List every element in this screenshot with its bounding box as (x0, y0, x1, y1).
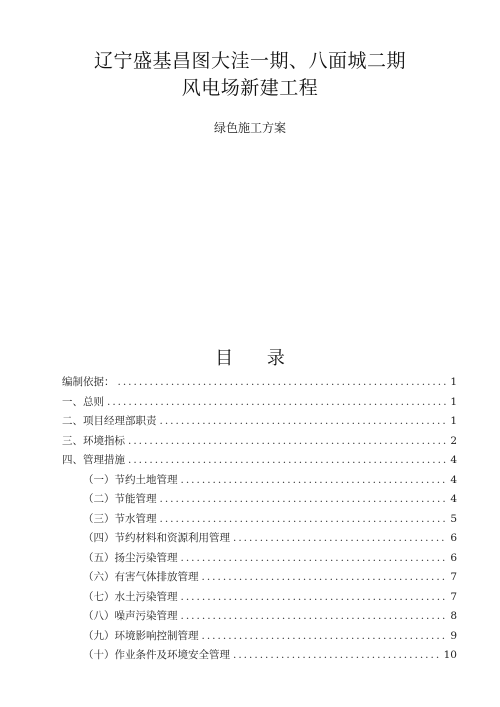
toc-entry-label: （十）作业条件及环境安全管理 (83, 649, 230, 661)
toc-entry-label: 四、管理措施 (62, 454, 125, 466)
toc-entry-page-number: 4 (450, 493, 457, 505)
toc-entry[interactable] (62, 646, 457, 666)
document-title (0, 48, 500, 102)
toc-entry-label: 二、项目经理部职责 (62, 415, 157, 427)
toc-entry-label: （四）节约材料和资源利用管理 (83, 532, 230, 544)
toc-entry[interactable] (62, 627, 457, 647)
toc-leader-dots (107, 393, 447, 413)
toc-entry[interactable] (62, 393, 457, 413)
toc-entry-label: 一、总则 (62, 395, 104, 408)
toc-entry-label: （二）节能管理 (83, 493, 157, 505)
toc-leader-dots (118, 373, 448, 393)
toc-leader-dots (181, 607, 448, 627)
toc-leader-dots (181, 471, 448, 491)
toc-entry[interactable] (62, 432, 457, 452)
toc-entry[interactable] (62, 568, 457, 588)
toc-entry-page-number: 10 (443, 649, 457, 661)
toc-entry[interactable] (62, 549, 457, 569)
toc-entry-label: 编制依据： (62, 376, 115, 388)
document-subtitle: 绿色施工方案 (213, 121, 286, 135)
toc-entry-page-number: 4 (450, 454, 457, 466)
document-title-line-1: 辽宁盛基昌图大洼一期、八面城二期 (93, 50, 406, 72)
toc-entry-page-number: 1 (450, 395, 457, 408)
toc-leader-dots (181, 588, 448, 608)
toc-entry[interactable] (62, 451, 457, 471)
toc-heading: 目 录 (215, 348, 299, 369)
toc-entry[interactable] (62, 373, 457, 393)
toc-entry-page-number: 9 (450, 629, 457, 642)
toc-leader-dots (160, 510, 448, 530)
document-title-line-2: 风电场新建工程 (181, 77, 319, 99)
toc-entry[interactable] (62, 490, 457, 510)
toc-entry-label: （六）有害气体排放管理 (83, 571, 199, 583)
table-of-contents (62, 373, 457, 666)
toc-leader-dots (160, 490, 448, 510)
toc-entry[interactable] (62, 510, 457, 530)
toc-leader-dots (202, 627, 448, 647)
toc-entry[interactable] (62, 529, 457, 549)
toc-entry-page-number: 1 (450, 415, 457, 427)
toc-leader-dots (233, 529, 447, 549)
toc-leader-dots (160, 412, 448, 432)
toc-entry-page-number: 6 (450, 551, 457, 564)
toc-leader-dots (181, 549, 448, 569)
toc-entry[interactable] (62, 588, 457, 608)
toc-entry-page-number: 8 (450, 610, 457, 622)
toc-entry-page-number: 5 (450, 512, 457, 525)
toc-entry-page-number: 7 (450, 590, 457, 603)
toc-entry-page-number: 1 (450, 376, 457, 388)
toc-entry-label: 三、环境指标 (62, 434, 125, 447)
toc-leader-dots (202, 568, 448, 588)
toc-entry-label: （三）节水管理 (83, 512, 157, 525)
toc-entry-page-number: 2 (450, 434, 457, 447)
toc-entry-label: （七）水土污染管理 (83, 590, 178, 603)
toc-entry[interactable] (62, 607, 457, 627)
toc-entry-page-number: 6 (450, 532, 457, 544)
toc-entry-page-number: 4 (450, 473, 457, 486)
toc-entry[interactable] (62, 471, 457, 491)
toc-entry-label: （一）节约土地管理 (83, 473, 178, 486)
toc-leader-dots (128, 451, 447, 471)
toc-entry-label: （九）环境影响控制管理 (83, 629, 199, 642)
toc-entry-label: （五）扬尘污染管理 (83, 551, 178, 564)
toc-leader-dots (128, 432, 447, 452)
toc-entry-label: （八）噪声污染管理 (83, 610, 178, 622)
toc-entry-page-number: 7 (450, 571, 457, 583)
toc-leader-dots (233, 646, 441, 666)
toc-entry[interactable] (62, 412, 457, 432)
